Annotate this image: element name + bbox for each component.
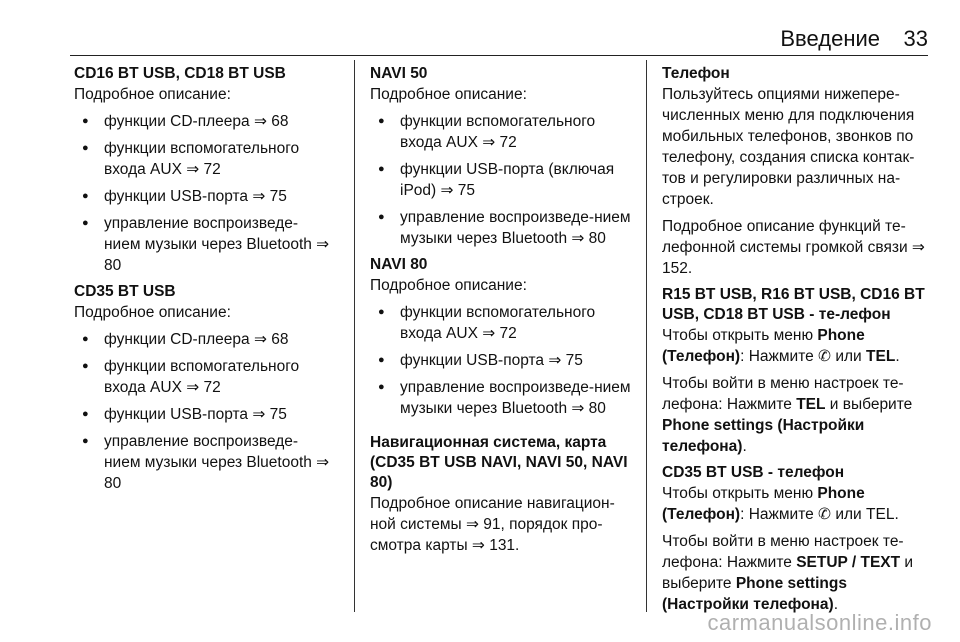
header-rule — [70, 55, 928, 56]
section-title-phone: Телефон — [662, 65, 730, 82]
column-3 — [662, 64, 928, 621]
section-desc: Подробное описание: — [370, 277, 527, 294]
column-1 — [74, 64, 334, 500]
list-item: ● функции USB-порта ⇒ 75 — [74, 186, 334, 207]
watermark: carmanualsonline.info — [707, 610, 932, 635]
paragraph: Чтобы открыть меню Phone (Телефон): Нажмите ✆ или TEL. — [662, 327, 900, 365]
section-title-navi80: NAVI 80 — [370, 256, 428, 273]
list-item: ● управление воспроизведе-нием музыки через Bluetooth ⇒ 80 — [370, 207, 632, 249]
section-desc: Подробное описание: — [74, 304, 231, 321]
list-item: ● функции USB-порта ⇒ 75 — [74, 404, 334, 425]
list-item: ● управление воспроизведе-нием музыки через Bluetooth ⇒ 80 — [74, 431, 334, 494]
section-desc: Подробное описание: — [74, 86, 231, 103]
list-item: ● функции USB-порта (включая iPod) ⇒ 75 — [370, 159, 632, 201]
paragraph: Пользуйтесь опциями нижепере-численных меню для подключения мобильных телефонов, звонков по телефону, создания списка контак-тов и регулировки различных на-строек. — [662, 86, 915, 208]
paragraph: Чтобы открыть меню Phone (Телефон): Нажмите ✆ или TEL. — [662, 485, 899, 523]
section-title-cd35-phone: CD35 BT USB - телефон — [662, 464, 845, 481]
list-item: ● функции вспомогательного входа AUX ⇒ 72 — [370, 302, 632, 344]
column-divider-2 — [646, 60, 647, 612]
feature-list — [370, 302, 632, 419]
section-desc: Подробное описание навигацион-ной системы ⇒ 91, порядок про-смотра карты ⇒ 131. — [370, 495, 615, 554]
list-item: ● управление воспроизведе-нием музыки через Bluetooth ⇒ 80 — [370, 377, 632, 419]
list-item: ● управление воспроизведе-нием музыки через Bluetooth ⇒ 80 — [74, 213, 334, 276]
list-item: ● функции вспомогательного входа AUX ⇒ 72 — [74, 356, 334, 398]
column-2 — [370, 64, 632, 562]
feature-list — [74, 111, 334, 276]
list-item: ● функции вспомогательного входа AUX ⇒ 72 — [370, 111, 632, 153]
section-title-r15-phone: R15 BT USB, R16 BT USB, CD16 BT USB, CD18 BT USB - те-лефон — [662, 286, 925, 323]
page-number: 33 — [903, 26, 928, 51]
paragraph: Подробное описание функций те-лефонной системы громкой связи ⇒ 152. — [662, 218, 925, 277]
section-desc: Подробное описание: — [370, 86, 527, 103]
chapter-title: Введение — [780, 26, 880, 51]
feature-list — [74, 329, 334, 494]
list-item: ● функции CD-плеера ⇒ 68 — [74, 329, 334, 350]
page-header — [0, 0, 960, 56]
feature-list — [370, 111, 632, 249]
paragraph: Чтобы войти в меню настроек те-лефона: Нажмите SETUP / TEXT и выберите Phone settings (Настройки телефона). — [662, 533, 914, 613]
list-item: ● функции CD-плеера ⇒ 68 — [74, 111, 334, 132]
section-title-navi50: NAVI 50 — [370, 65, 428, 82]
list-item: ● функции USB-порта ⇒ 75 — [370, 350, 632, 371]
section-title-cd35: CD35 BT USB — [74, 283, 176, 300]
list-item: ● функции вспомогательного входа AUX ⇒ 72 — [74, 138, 334, 180]
section-title-navigation: Навигационная система, карта (CD35 BT USB NAVI, NAVI 50, NAVI 80) — [370, 434, 628, 491]
section-title-cd16-cd18: CD16 BT USB, CD18 BT USB — [74, 65, 286, 82]
column-divider-1 — [354, 60, 355, 612]
paragraph: Чтобы войти в меню настроек те-лефона: Нажмите TEL и выберите Phone settings (Настройки телефона). — [662, 375, 913, 455]
